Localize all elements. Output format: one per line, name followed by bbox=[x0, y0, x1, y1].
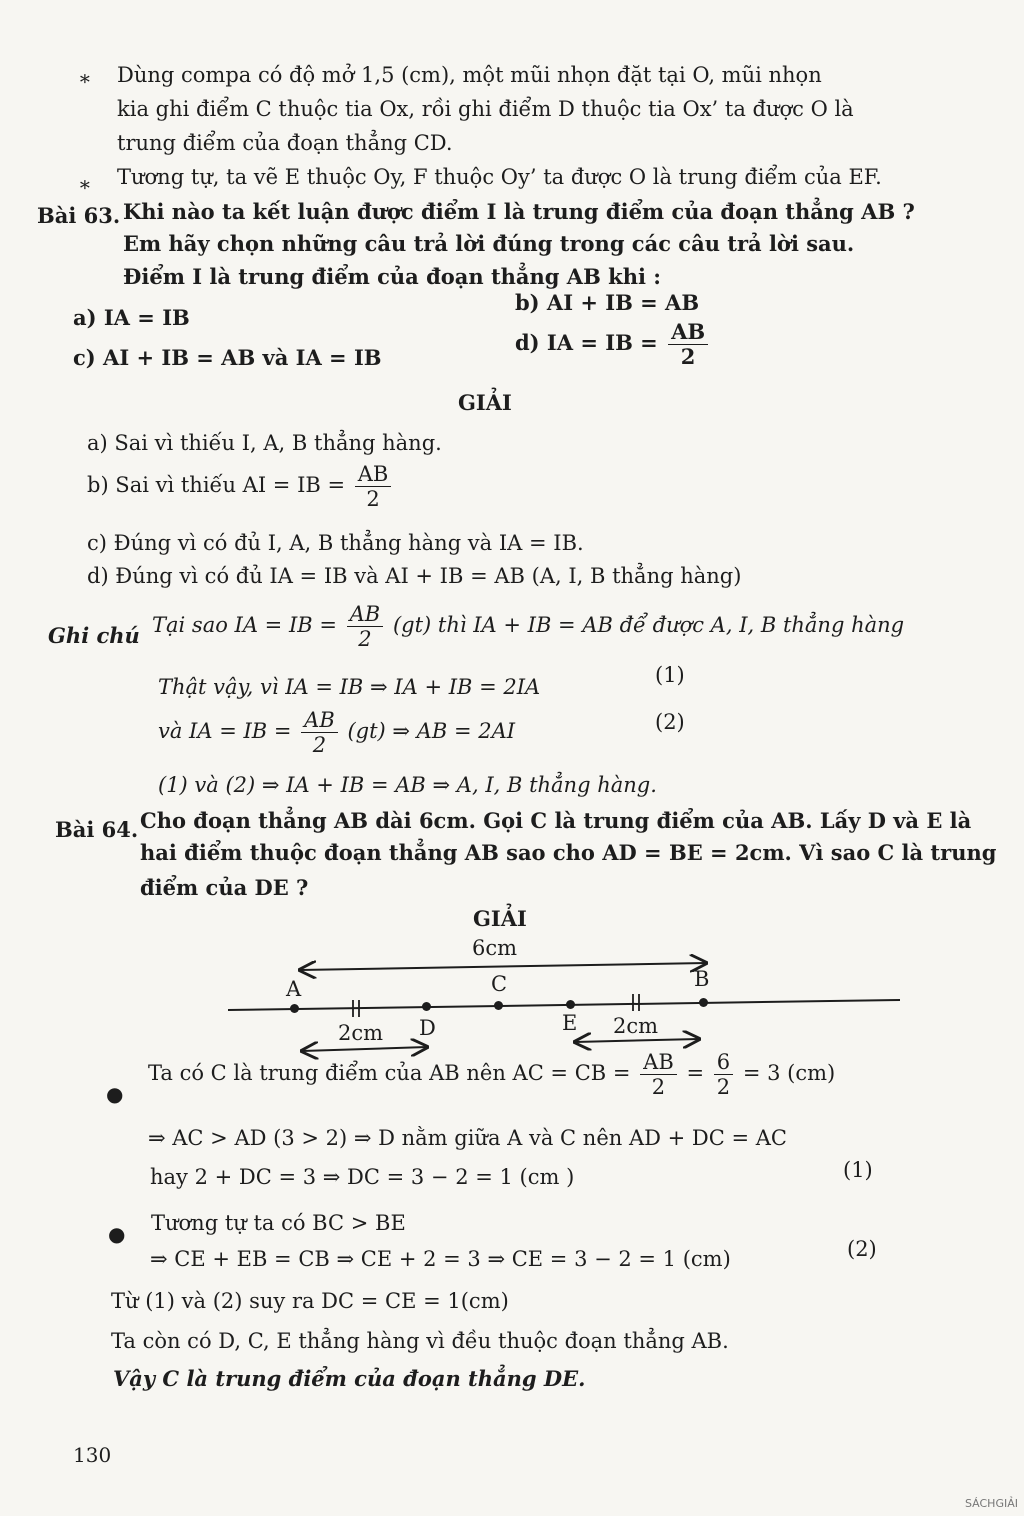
star-bullet-icon: ∗ bbox=[78, 66, 92, 90]
solution-line: hay 2 + DC = 3 ⇒ DC = 3 − 2 = 1 (cm ) bbox=[150, 1165, 575, 1189]
note-text: (gt) ⇒ AB = 2AI bbox=[347, 719, 516, 743]
dot-bullet-icon: ● bbox=[106, 1082, 124, 1106]
point-e-label: E bbox=[562, 1011, 578, 1035]
point-c-label: C bbox=[491, 972, 508, 996]
tick-marks-eb bbox=[633, 994, 639, 1011]
equation-tag: (1) bbox=[655, 663, 685, 687]
fraction-denominator: 2 bbox=[680, 344, 696, 369]
question-line: hai điểm thuộc đoạn thẳng AB sao cho AD = BE = 2cm. Vì sao C là trung bbox=[140, 840, 997, 865]
point-d-dot bbox=[422, 1002, 431, 1011]
answer-a: a) Sai vì thiếu I, A, B thẳng hàng. bbox=[87, 431, 442, 455]
fraction-numerator: AB bbox=[301, 708, 338, 733]
answer-d: d) Đúng vì có đủ IA = IB và AI + IB = AB (A, I, B thẳng hàng) bbox=[87, 564, 742, 588]
option-d-text: d) IA = IB = bbox=[515, 330, 658, 355]
solution-heading: GIẢI bbox=[473, 906, 527, 931]
note-text: và IA = IB = bbox=[158, 719, 292, 743]
intro-line: kia ghi điểm C thuộc tia Ox, rồi ghi điểm D thuộc tia Ox’ ta được O là bbox=[117, 97, 854, 121]
point-e-dot bbox=[566, 1000, 575, 1009]
solution-heading: GIẢI bbox=[458, 390, 512, 415]
brand-logo: SÁCHGIẢI bbox=[964, 1497, 1018, 1510]
fraction-denominator: 2 bbox=[716, 1075, 731, 1099]
note-line: Thật vậy, vì IA = IB ⇒ IA + IB = 2IA bbox=[158, 675, 541, 699]
point-b-label: B bbox=[694, 967, 710, 991]
question-line: Khi nào ta kết luận được điểm I là trung điểm của đoạn thẳng AB ? bbox=[123, 199, 915, 224]
solution-text: Ta có C là trung điểm của AB nên AC = CB = bbox=[148, 1061, 631, 1085]
solution-text: = 3 (cm) bbox=[742, 1061, 836, 1085]
point-c-dot bbox=[494, 1001, 503, 1010]
intro-line: Dùng compa có độ mở 1,5 (cm), một mũi nhọn đặt tại O, mũi nhọn bbox=[117, 63, 822, 87]
equation-tag: (2) bbox=[655, 710, 685, 734]
fraction-numerator: AB bbox=[347, 602, 384, 627]
main-segment-line bbox=[228, 1000, 900, 1010]
point-d-label: D bbox=[419, 1016, 436, 1040]
fraction-denominator: 2 bbox=[366, 487, 380, 511]
answer-b-text: b) Sai vì thiếu AI = IB = bbox=[87, 473, 346, 497]
eb-length-label: 2cm bbox=[613, 1014, 659, 1038]
solution-text: = bbox=[686, 1061, 705, 1085]
solution-line: Tương tự ta có BC > BE bbox=[151, 1211, 406, 1235]
point-a-dot bbox=[290, 1004, 299, 1013]
option-b: b) AI + IB = AB bbox=[515, 290, 700, 315]
fraction-denominator: 2 bbox=[358, 627, 372, 651]
star-bullet-icon: ∗ bbox=[78, 172, 92, 196]
note-line: (1) và (2) ⇒ IA + IB = AB ⇒ A, I, B thẳng hàng. bbox=[158, 773, 657, 797]
solution-line: Ta còn có D, C, E thẳng hàng vì đều thuộc đoạn thẳng AB. bbox=[111, 1329, 729, 1353]
note-label: Ghi chú bbox=[48, 623, 140, 648]
exercise-label: Bài 64. bbox=[55, 817, 139, 842]
equation-tag: (1) bbox=[843, 1158, 873, 1182]
answer-c: c) Đúng vì có đủ I, A, B thẳng hàng và IA = IB. bbox=[87, 531, 584, 555]
equation-tag: (2) bbox=[847, 1237, 877, 1261]
length-arrow-eb bbox=[575, 1039, 699, 1042]
solution-line: ⇒ AC > AD (3 > 2) ⇒ D nằm giữa A và C nên AD + DC = AC bbox=[148, 1126, 787, 1150]
option-c: c) AI + IB = AB và IA = IB bbox=[73, 345, 382, 370]
solution-line: Từ (1) và (2) suy ra DC = CE = 1(cm) bbox=[111, 1289, 509, 1313]
point-b-dot bbox=[699, 998, 708, 1007]
fraction-numerator: AB bbox=[640, 1050, 677, 1075]
dot-bullet-icon: ● bbox=[108, 1222, 126, 1246]
question-line: Điểm I là trung điểm của đoạn thẳng AB khi : bbox=[123, 264, 662, 289]
length-arrow-ab bbox=[300, 963, 706, 970]
solution-line: ⇒ CE + EB = CB ⇒ CE + 2 = 3 ⇒ CE = 3 − 2 = 1 (cm) bbox=[150, 1247, 731, 1271]
question-line: Em hãy chọn những câu trả lời đúng trong các câu trả lời sau. bbox=[123, 231, 855, 256]
question-line: Cho đoạn thẳng AB dài 6cm. Gọi C là trung điểm của AB. Lấy D và E là bbox=[140, 808, 972, 833]
fraction bbox=[714, 1050, 733, 1099]
note-text: Tại sao IA = IB = bbox=[152, 613, 337, 637]
exercise-label: Bài 63. bbox=[37, 203, 121, 228]
fraction-numerator: AB bbox=[668, 320, 708, 345]
page-number: 130 bbox=[73, 1443, 112, 1467]
fraction-denominator: 2 bbox=[312, 733, 327, 757]
fraction-denominator: 2 bbox=[651, 1075, 666, 1099]
note-text: (gt) thì IA + IB = AB để được A, I, B thẳng hàng bbox=[392, 613, 905, 637]
conclusion-line: Vậy C là trung điểm của đoạn thẳng DE. bbox=[113, 1366, 586, 1391]
point-a-label: A bbox=[286, 977, 302, 1001]
solution-line bbox=[148, 1050, 835, 1099]
fraction bbox=[640, 1050, 677, 1099]
total-length-label: 6cm bbox=[472, 936, 518, 960]
intro-line: trung điểm của đoạn thẳng CD. bbox=[117, 131, 453, 155]
question-line: điểm của DE ? bbox=[140, 875, 309, 900]
intro-line: Tương tự, ta vẽ E thuộc Oy, F thuộc Oy’ ta được O là trung điểm của EF. bbox=[117, 165, 882, 189]
ad-length-label: 2cm bbox=[338, 1021, 384, 1045]
fraction-numerator: 6 bbox=[714, 1050, 733, 1075]
option-a: a) IA = IB bbox=[73, 305, 190, 330]
fraction-numerator: AB bbox=[355, 462, 392, 487]
